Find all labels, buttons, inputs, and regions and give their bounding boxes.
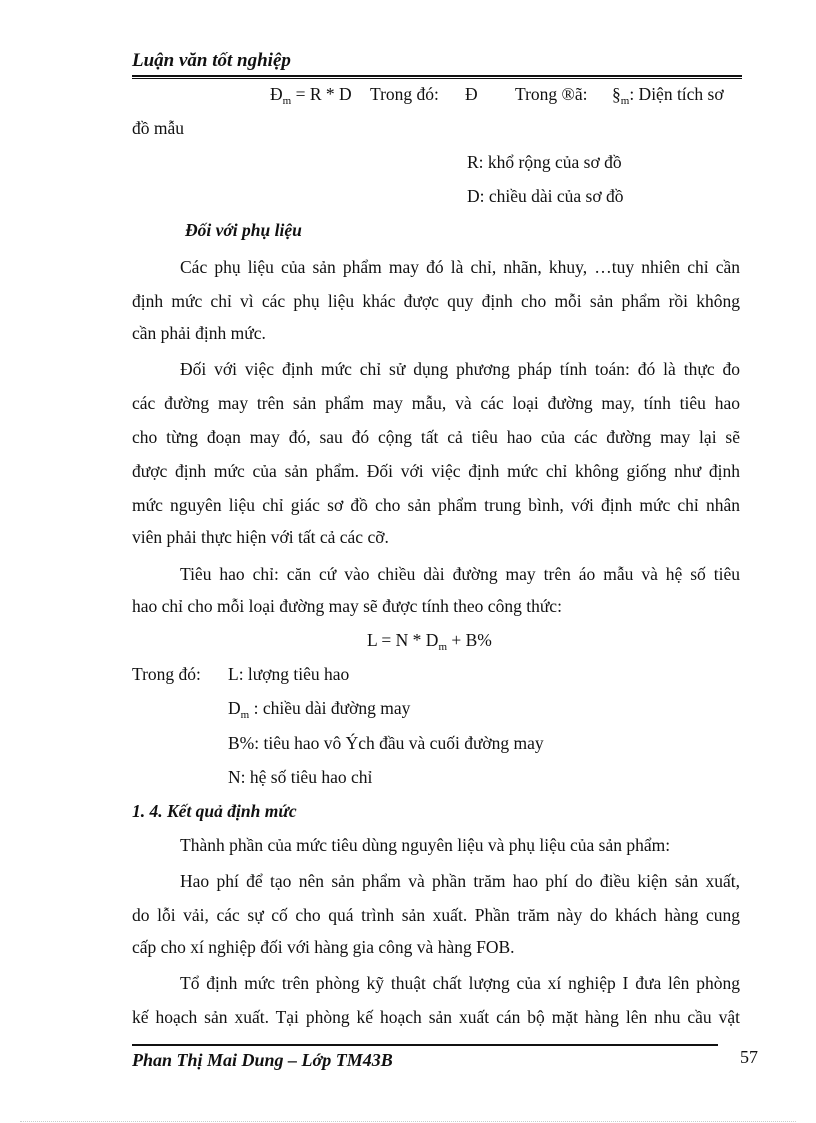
- para1-line: Các phụ liệu của sản phẩm may đó là chỉ, nhãn, khuy, …tuy nhiên chỉ cần: [180, 257, 740, 277]
- section-heading: 1. 4. Kết quả định mức: [132, 801, 297, 821]
- def-n: N: hệ số tiêu hao chỉ: [228, 767, 373, 787]
- running-header: Luận văn tốt nghiệp: [132, 50, 291, 71]
- formula-dm: $Đ_m = R * D$: [270, 84, 352, 107]
- heading-accessories: Đối với phụ liệu: [185, 220, 302, 240]
- def-dm: $D_m$ : chiều dài đường may: [228, 698, 411, 721]
- def-r: R: khổ rộng của sơ đồ: [467, 152, 622, 172]
- formula-in-which-garbled: Trong ®ã:: [515, 84, 588, 104]
- formula-d-symbol: Đ: [465, 84, 478, 104]
- para2-line: Đối với việc định mức chỉ sử dụng phương pháp tính toán: đó là thực đo: [180, 359, 740, 379]
- def-b: B%: tiêu hao vô Ých đầu và cuối đường may: [228, 733, 544, 753]
- para2-line: các đường may trên sản phẩm may mẫu, và các loại đường may, tính tiêu hao: [132, 393, 740, 413]
- para1-line: định mức chỉ vì các phụ liệu khác được quy định cho mỗi sản phẩm rồi không: [132, 291, 740, 311]
- para2-line: cho từng đoạn may đó, sau đó cộng tất cả tiêu hao của các đường may lại sẽ: [132, 427, 740, 447]
- formula-continued: đồ mẫu: [132, 118, 185, 138]
- def-l: L: lượng tiêu hao: [228, 664, 350, 684]
- header-rule: [132, 75, 742, 79]
- para5-line: cấp cho xí nghiệp đối với hàng gia công và hàng FOB.: [132, 937, 515, 957]
- para3-line: hao chỉ cho mỗi loại đường may sẽ được tính theo công thức:: [132, 596, 562, 616]
- para2-line: được định mức của sản phẩm. Đối với việc định mức chỉ không giống như định: [132, 461, 740, 481]
- page-number: 57: [740, 1047, 758, 1067]
- formula-s-term: $\S_m$: Diện tích sơ: [612, 84, 724, 107]
- para2-line: mức nguyên liệu chỉ giác sơ đồ cho sản phẩm trung bình, với định mức chỉ nhân: [132, 495, 740, 515]
- para3-line: Tiêu hao chỉ: căn cứ vào chiều dài đường may trên áo mẫu và hệ số tiêu: [180, 564, 740, 584]
- para6-line: kế hoạch sản xuất. Tại phòng kế hoạch sản xuất cán bộ mặt hàng lên nhu cầu vật: [132, 1007, 740, 1027]
- defs2-intro: Trong đó:: [132, 664, 201, 684]
- page-edge-divider: [20, 1121, 796, 1122]
- para2-line: viên phải thực hiện với tất cả các cỡ.: [132, 527, 389, 547]
- formula-in-which: Trong đó:: [370, 84, 439, 104]
- footer-author: Phan Thị Mai Dung – Lớp TM43B: [132, 1050, 393, 1070]
- para5-line: do lỗi vải, các sự cố cho quá trình sản xuất. Phần trăm này do khách hàng cung: [132, 905, 740, 925]
- para1-line: cần phải định mức.: [132, 323, 266, 343]
- para6-line: Tổ định mức trên phòng kỹ thuật chất lượng của xí nghiệp I đưa lên phòng: [180, 973, 740, 993]
- para5-line: Hao phí để tạo nên sản phẩm và phần trăm hao phí do điều kiện sản xuất,: [180, 871, 740, 891]
- def-d: D: chiều dài của sơ đồ: [467, 186, 624, 206]
- para4: Thành phần của mức tiêu dùng nguyên liệu và phụ liệu của sản phẩm:: [180, 835, 671, 855]
- footer-rule: [132, 1044, 718, 1046]
- formula-l: $L = N * D_m + B\%$: [367, 630, 492, 653]
